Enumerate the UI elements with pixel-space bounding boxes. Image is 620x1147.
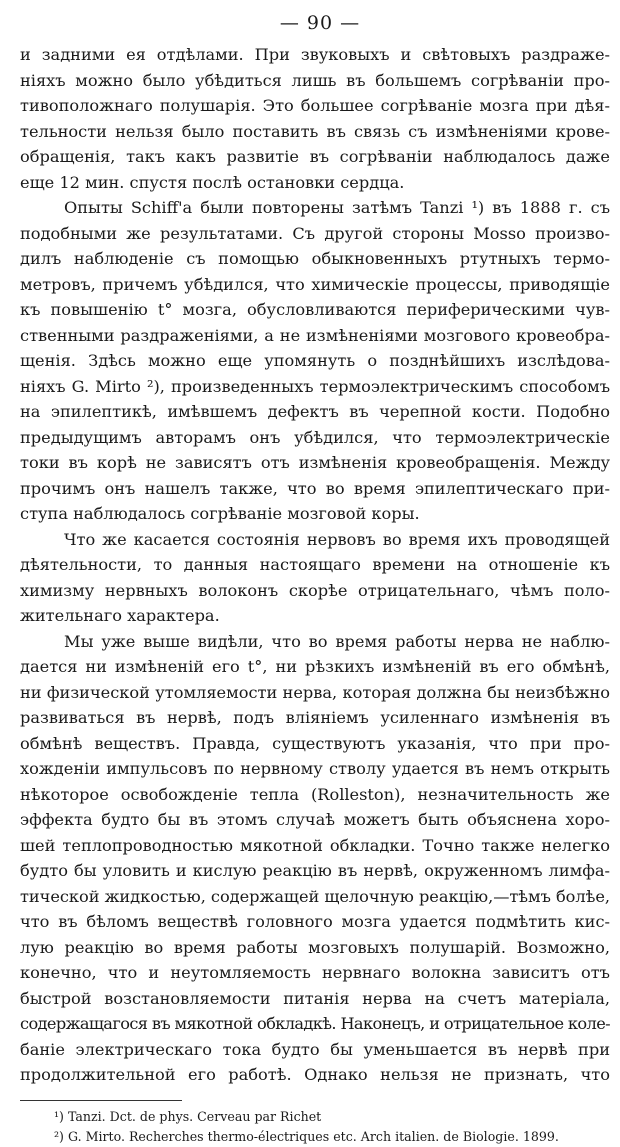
text-line: къ повышенію t° мозга, обусловливаются периферическими чув-: [20, 300, 610, 319]
text-line: развиваться въ нервѣ, подъ вліяніемъ усиленнаго измѣненія въ: [20, 708, 610, 727]
footnote-1: ¹) Tanzi. Dct. de phys. Cerveau par Richet: [54, 1108, 322, 1124]
text-line: щенія. Здѣсь можно еще упомянуть о позднѣйшихъ изслѣдова-: [20, 351, 610, 370]
text-line: содержащагося въ мякотной обкладкѣ. Наконецъ, и отрицательное коле-: [20, 1014, 610, 1033]
text-line: хожденіи импульсовъ по нервному стволу удается въ немъ открыть: [20, 759, 610, 778]
text-line: эффекта будто бы въ этомъ случаѣ можетъ быть объяснена хоро-: [20, 810, 610, 829]
text-line: дилъ наблюденіе съ помощью обыкновенныхъ ртутныхъ термо-: [20, 249, 610, 268]
text-line: дѣятельности, то данныя настоящаго времени на отношеніе къ: [20, 555, 610, 574]
text-line: тельности нельзя было поставить въ связь съ измѣненіями крове-: [20, 121, 610, 141]
text-line: что въ бѣломъ веществѣ головного мозга удается подмѣтить кис-: [20, 912, 610, 931]
text-line: быстрой возстановляемости питанія нерва на счетъ матеріала,: [20, 988, 610, 1008]
text-line: подобными же результатами. Съ другой стороны Mosso произво-: [20, 223, 610, 243]
text-line: Что же касается состоянія нервовъ во время ихъ проводящей: [64, 529, 610, 549]
text-line: Опыты Schiff'a были повторены затѣмъ Tanzi ¹) въ 1888 г. съ: [64, 198, 610, 217]
text-line: баніе электрическаго тока будто бы уменьшается въ нервѣ при: [20, 1039, 610, 1059]
text-line: токи въ корѣ не зависятъ отъ измѣненія кровеобращенія. Между: [20, 453, 610, 472]
text-line: ніяхъ G. Mirto ²), произведенныхъ термоэлектрическимъ способомъ: [20, 376, 610, 396]
text-line: обмѣнѣ веществъ. Правда, существуютъ указанія, что при про-: [20, 733, 610, 753]
footnote-divider: [20, 1100, 182, 1101]
text-line: жительнаго характера.: [20, 606, 220, 625]
text-line: ступа наблюдалось согрѣваніе мозговой коры.: [20, 504, 420, 523]
text-line: шей теплопроводностью мякотной обкладки. Точно также нелегко: [20, 835, 610, 855]
text-line: прочимъ онъ нашелъ также, что во время эпилептическаго при-: [20, 478, 610, 498]
text-line: метровъ, причемъ убѣдился, что химическіе процессы, приводящіе: [20, 274, 610, 294]
text-line: тической жидкостью, содержащей щелочную реакцію,—тѣмъ болѣе,: [20, 886, 610, 906]
text-line: на эпилептикѣ, имѣвшемъ дефектъ въ черепной кости. Подобно: [20, 402, 610, 421]
text-line: и задними ея отдѣлами. При звуковыхъ и свѣтовыхъ раздраже-: [20, 45, 610, 64]
text-line: дается ни измѣненій его t°, ни рѣзкихъ измѣненій въ его обмѣнѣ,: [20, 657, 610, 676]
text-line: ственными раздраженіями, а не измѣненіями мозгового кровеобра-: [20, 325, 610, 345]
text-line: обращенія, такъ какъ развитіе въ согрѣваніи наблюдалось даже: [20, 147, 610, 166]
text-line: тивоположнаго полушарія. Это большее согрѣваніе мозга при дѣя-: [20, 96, 610, 115]
footnotes: [20, 1107, 610, 1147]
text-line: Мы уже выше видѣли, что во время работы нерва не наблю-: [64, 631, 610, 651]
body-text: [20, 42, 610, 1088]
text-line: еще 12 мин. спустя послѣ остановки сердца.: [20, 172, 405, 192]
page-number: — 90 —: [279, 12, 361, 34]
text-line: лую реакцію во время работы мозговыхъ полушарій. Возможно,: [20, 937, 610, 957]
text-line: нѣкоторое освобожденіе тепла (Rolleston), незначительность же: [20, 784, 610, 804]
text-line: продолжительной его работѣ. Однако нельзя не признать, что: [20, 1065, 610, 1084]
text-line: ни физической утомляемости нерва, которая должна бы неизбѣжно: [20, 682, 610, 702]
text-line: химизму нервныхъ волоконъ скорѣе отрицательнаго, чѣмъ поло-: [20, 580, 610, 600]
text-line: ніяхъ можно было убѣдиться лишь въ большемъ согрѣваніи про-: [20, 70, 610, 90]
footnote-2: ²) G. Mirto. Recherches thermo-électriques etc. Arch italien. de Biologie. 1899.: [54, 1128, 559, 1144]
text-line: предыдущимъ авторамъ онъ убѣдился, что термоэлектрическіе: [20, 427, 610, 447]
text-line: будто бы уловить и кислую реакцію въ нервѣ, окруженномъ лимфа-: [20, 861, 610, 880]
page: [20, 8, 610, 1147]
text-line: конечно, что и неутомляемость нервнаго волокна зависитъ отъ: [20, 963, 610, 982]
